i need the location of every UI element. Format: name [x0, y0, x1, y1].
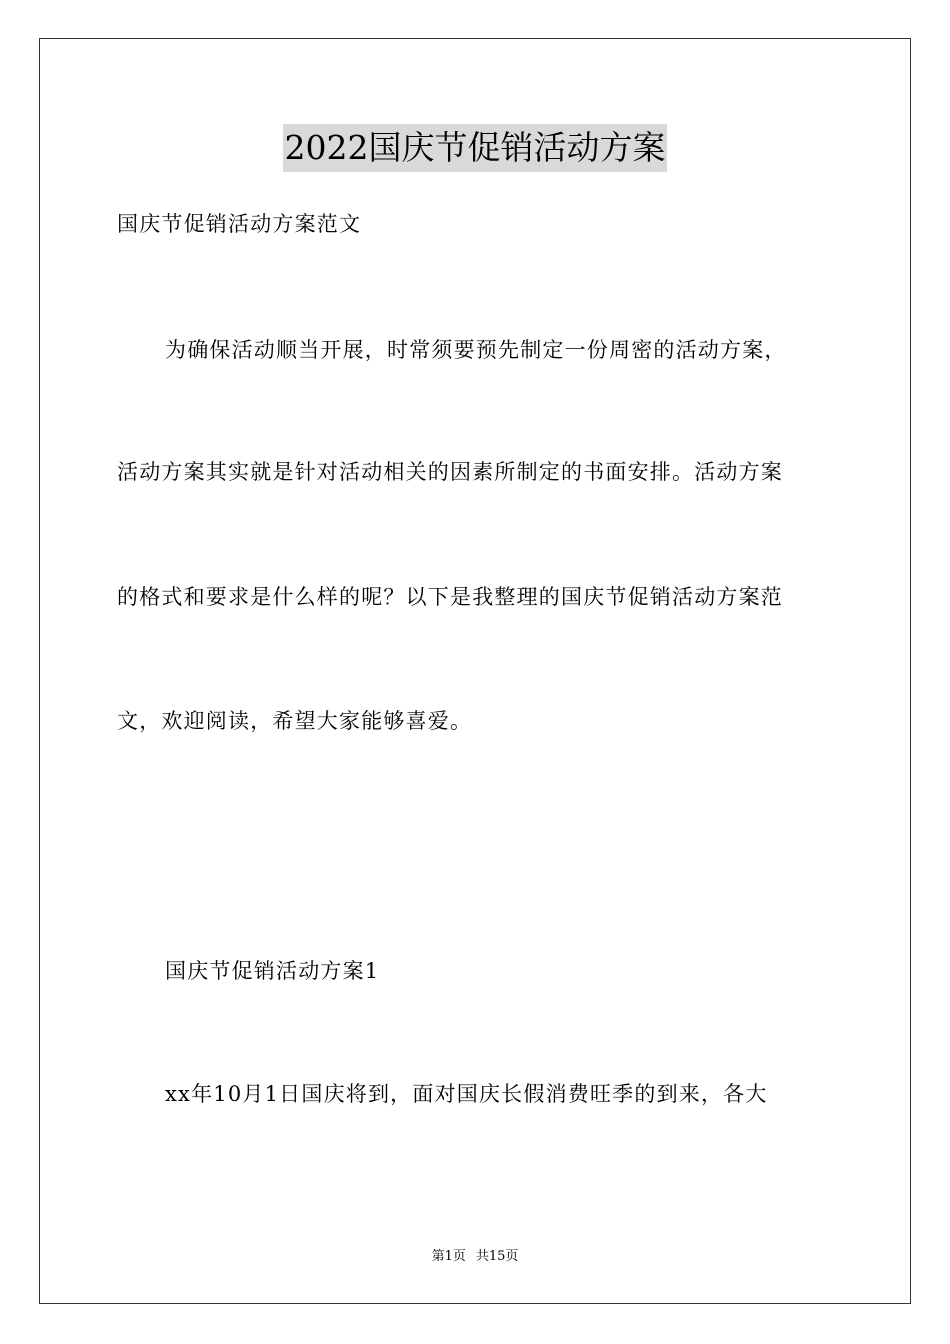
- intro-line-2: 活动方案其实就是针对活动相关的因素所制定的书面安排。活动方案: [117, 460, 783, 484]
- document-subtitle: 国庆节促销活动方案范文: [117, 212, 362, 236]
- document-title: 2022国庆节促销活动方案: [283, 124, 668, 172]
- title-container: [0, 124, 950, 172]
- intro-line-3: 的格式和要求是什么样的呢？以下是我整理的国庆节促销活动方案范: [117, 585, 783, 609]
- intro-line-4: 文，欢迎阅读，希望大家能够喜爱。: [117, 709, 473, 733]
- section-first-line: xx年10月1日国庆将到，面对国庆长假消费旺季的到来，各大: [165, 1082, 768, 1106]
- intro-line-1: 为确保活动顺当开展，时常须要预先制定一份周密的活动方案，: [165, 338, 787, 362]
- section-heading: 国庆节促销活动方案1: [165, 959, 380, 983]
- page-total: 共15页: [475, 1249, 519, 1264]
- page-footer: [0, 1248, 950, 1266]
- page-current: 第1页: [431, 1249, 466, 1264]
